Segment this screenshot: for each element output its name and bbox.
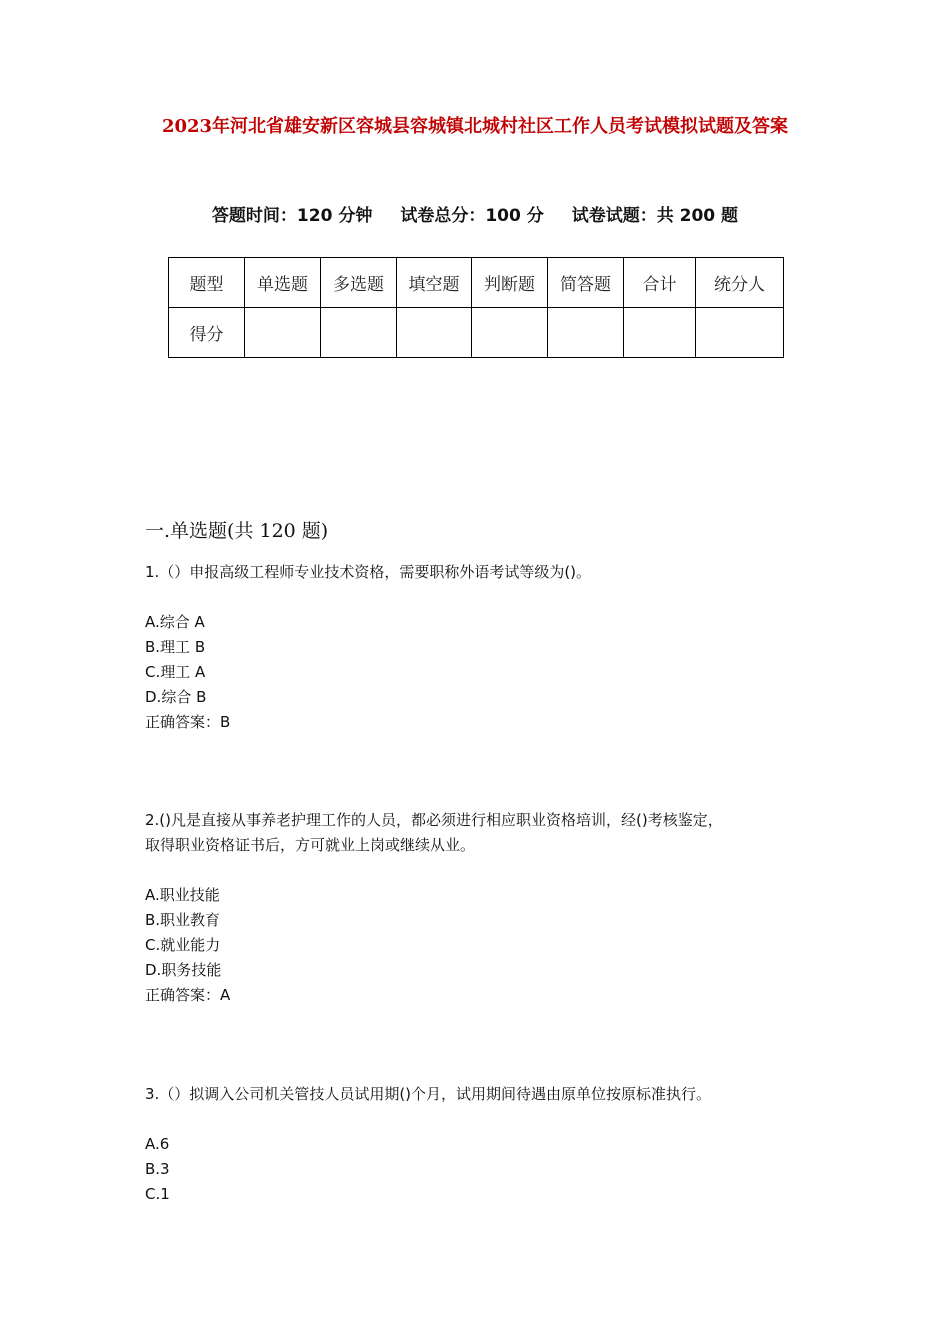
score-table-header-row bbox=[169, 258, 784, 308]
question-1 bbox=[145, 560, 805, 735]
exam-time: 答题时间：120 分钟 bbox=[211, 206, 373, 226]
option-a: A.职业技能 bbox=[145, 886, 220, 904]
question-stem bbox=[145, 560, 805, 585]
option-b: B.职业教育 bbox=[145, 911, 221, 929]
question-stem bbox=[145, 808, 805, 858]
correct-answer: 正确答案：B bbox=[145, 713, 231, 731]
score-cell-short-answer bbox=[548, 308, 624, 358]
score-table-header-cell: 简答题 bbox=[548, 258, 624, 308]
option-d: D.职务技能 bbox=[145, 961, 222, 979]
question-options bbox=[145, 1132, 805, 1207]
option-b: B.3 bbox=[145, 1160, 170, 1178]
question-options bbox=[145, 883, 805, 1008]
question-2 bbox=[145, 808, 805, 1008]
question-3 bbox=[145, 1082, 805, 1207]
score-table-header-cell: 填空题 bbox=[397, 258, 472, 308]
score-table bbox=[168, 257, 784, 358]
score-table-score-row bbox=[169, 308, 784, 358]
score-cell-multiple-choice bbox=[321, 308, 397, 358]
score-table-header-cell: 合计 bbox=[624, 258, 696, 308]
option-a: A.综合 A bbox=[145, 613, 205, 631]
score-table-header-cell: 单选题 bbox=[245, 258, 321, 308]
question-stem bbox=[145, 1082, 805, 1107]
score-table-header-cell: 统分人 bbox=[696, 258, 784, 308]
question-options bbox=[145, 610, 805, 735]
question-stem-line: 2.()凡是直接从事养老护理工作的人员，都必须进行相应职业资格培训，经()考核鉴定， bbox=[145, 811, 723, 829]
correct-answer: 正确答案：A bbox=[145, 986, 231, 1004]
exam-question-count: 试卷试题：共 200 题 bbox=[571, 206, 739, 226]
score-cell-grader bbox=[696, 308, 784, 358]
option-c: C.就业能力 bbox=[145, 936, 221, 954]
option-a: A.6 bbox=[145, 1135, 170, 1153]
exam-info bbox=[0, 201, 950, 226]
score-table-header-cell: 多选题 bbox=[321, 258, 397, 308]
score-table-header-cell: 判断题 bbox=[472, 258, 548, 308]
section-heading: 一.单选题(共 120 题) bbox=[145, 520, 329, 542]
score-table-header-cell: 题型 bbox=[169, 258, 245, 308]
option-c: C.1 bbox=[145, 1185, 170, 1203]
option-d: D.综合 B bbox=[145, 688, 207, 706]
score-cell-fill-blank bbox=[397, 308, 472, 358]
question-stem-line: 取得职业资格证书后，方可就业上岗或继续从业。 bbox=[145, 836, 476, 854]
question-stem-line: 1.（）申报高级工程师专业技术资格，需要职称外语考试等级为()。 bbox=[145, 563, 592, 581]
exam-total-score: 试卷总分：100 分 bbox=[400, 206, 544, 226]
score-row-label: 得分 bbox=[169, 308, 245, 358]
score-cell-total bbox=[624, 308, 696, 358]
option-b: B.理工 B bbox=[145, 638, 206, 656]
score-cell-single-choice bbox=[245, 308, 321, 358]
question-stem-line: 3.（）拟调入公司机关管技人员试用期()个月，试用期间待遇由原单位按原标准执行。 bbox=[145, 1085, 712, 1103]
document-title: 2023年河北省雄安新区容城县容城镇北城村社区工作人员考试模拟试题及答案 bbox=[161, 116, 789, 137]
score-cell-true-false bbox=[472, 308, 548, 358]
option-c: C.理工 A bbox=[145, 663, 206, 681]
